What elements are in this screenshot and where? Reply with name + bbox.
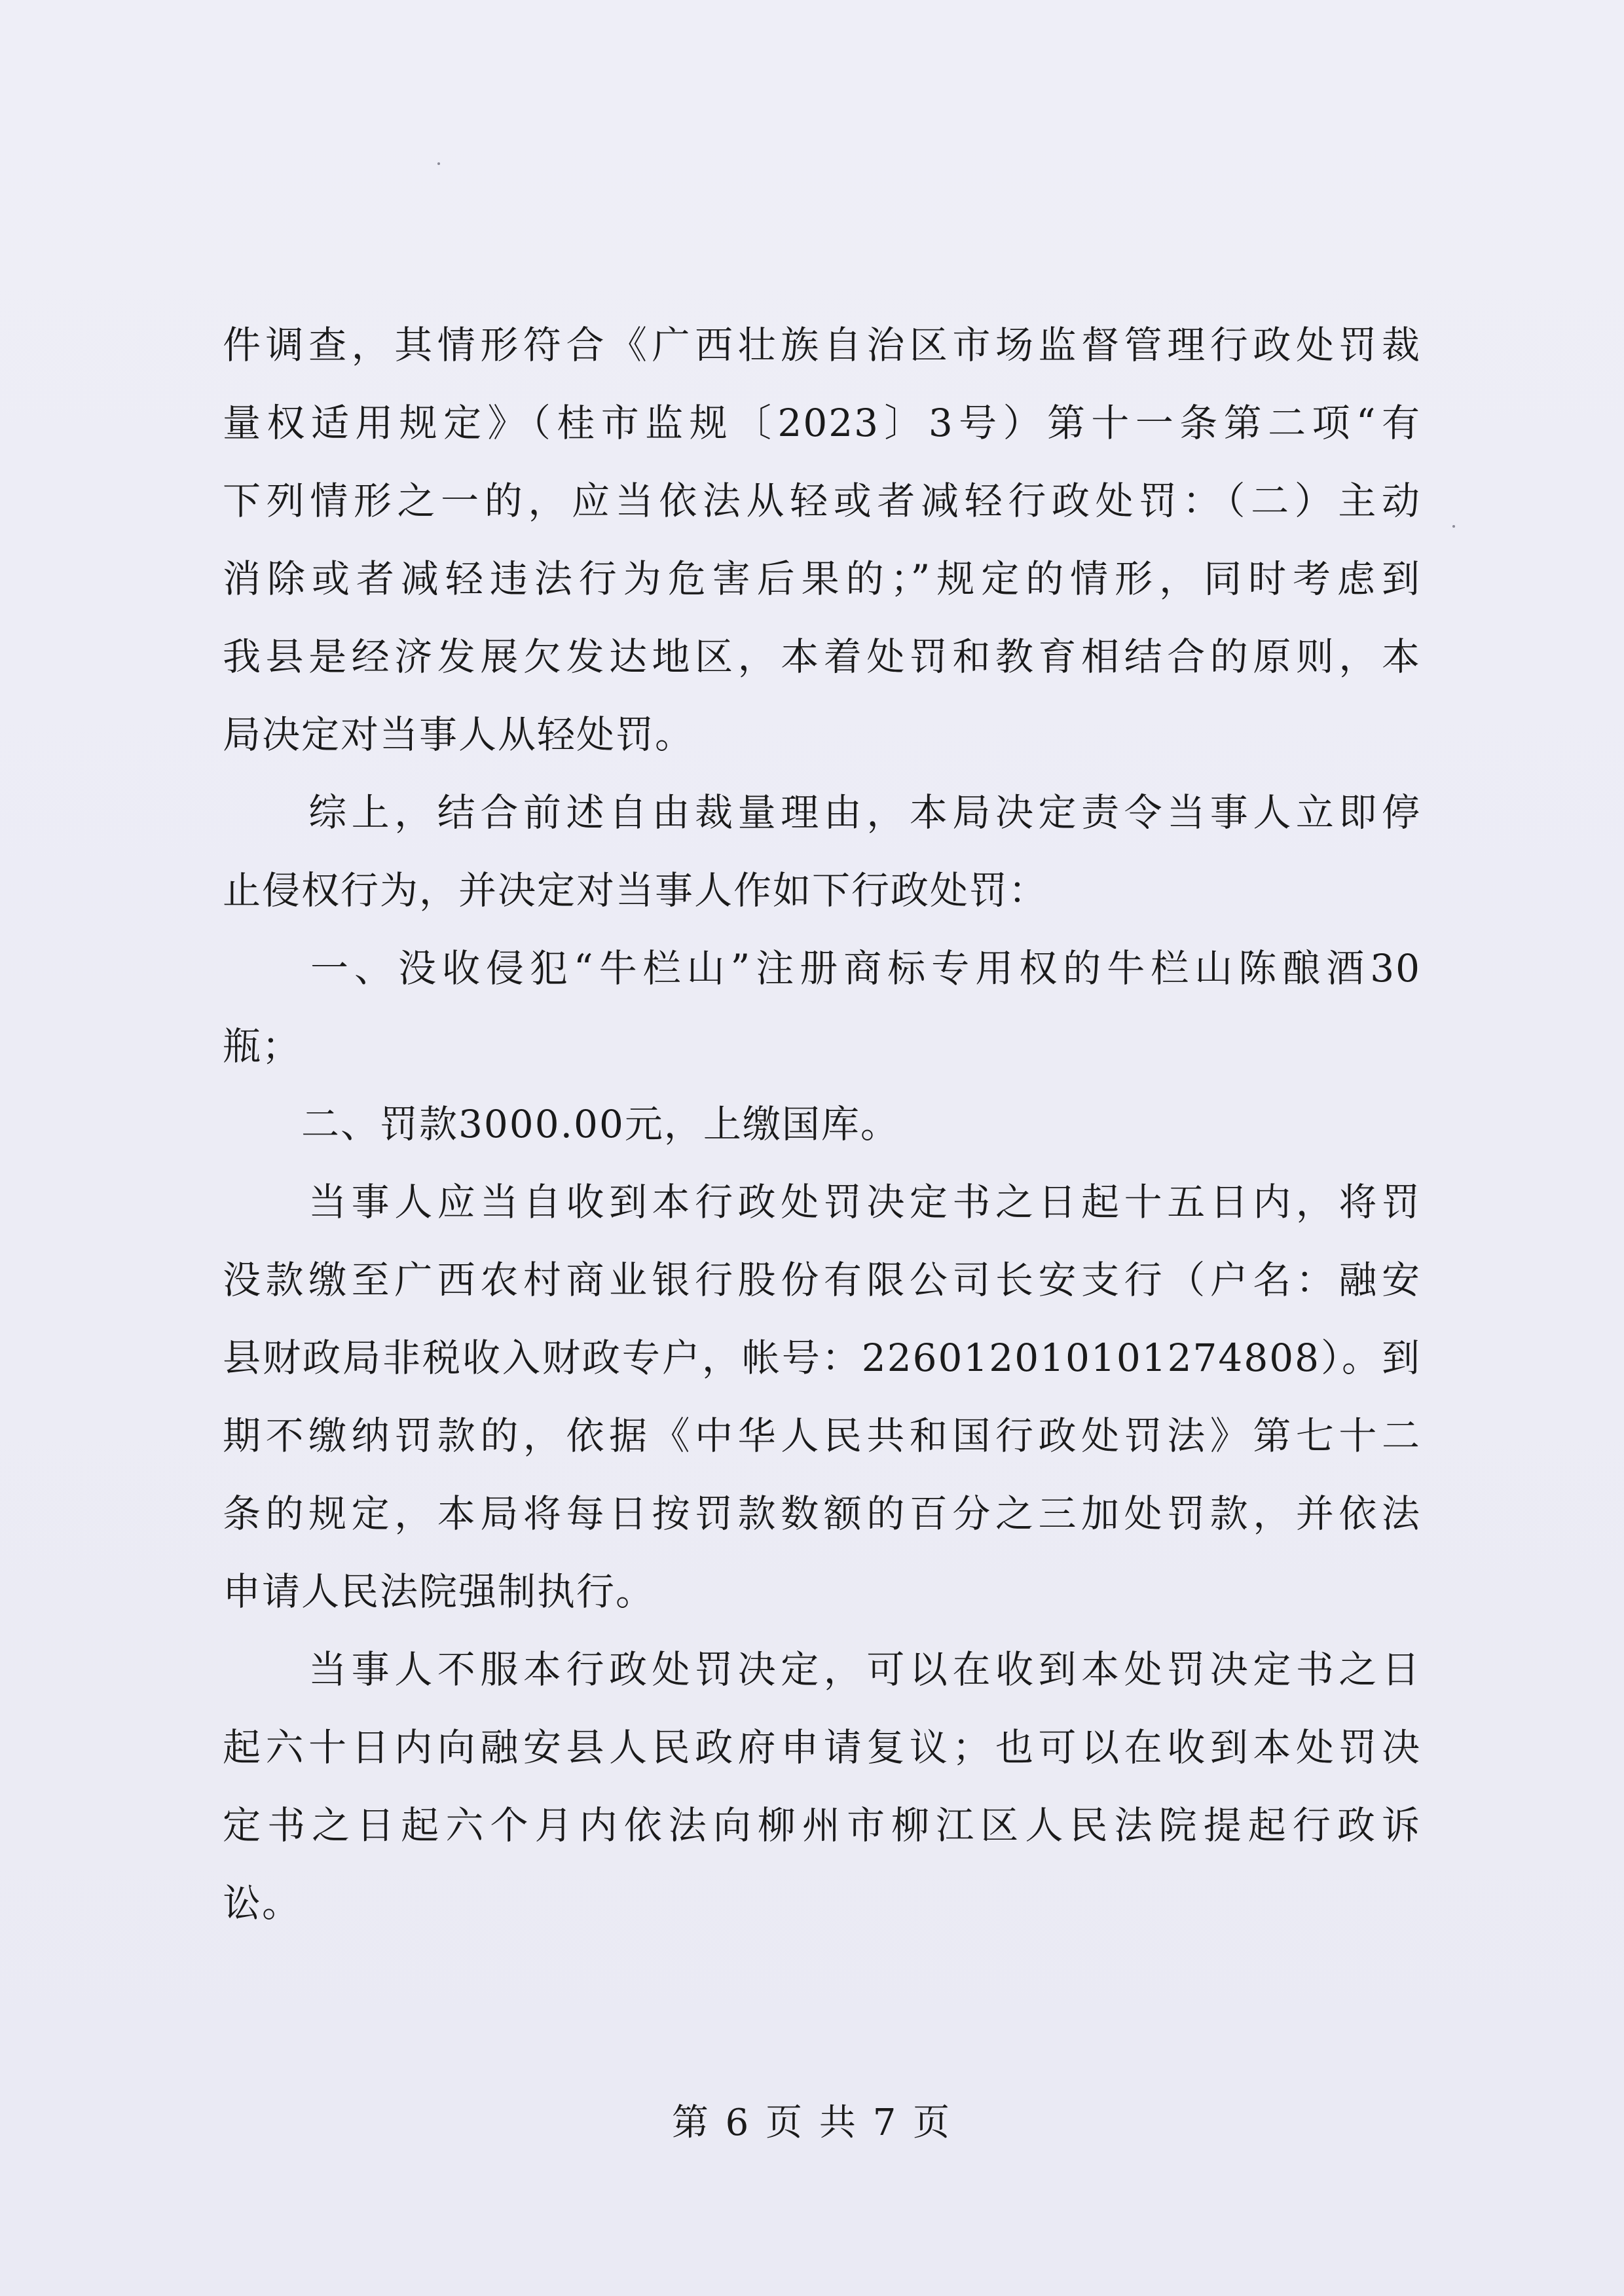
text-line: 我县是经济发展欠发达地区，本着处罚和教育相结合的原则，本 xyxy=(223,634,1421,679)
text-line: 申请人民法院强制执行。 xyxy=(223,1569,655,1614)
text-line: 起六十日内向融安县人民政府申请复议；也可以在收到本处罚决 xyxy=(223,1725,1421,1770)
text-line: 局决定对当事人从轻处罚。 xyxy=(223,712,695,757)
text-line: 期不缴纳罚款的，依据《中华人民共和国行政处罚法》第七十二 xyxy=(223,1413,1421,1458)
text-line: 止侵权行为，并决定对当事人作如下行政处罚： xyxy=(223,868,1048,913)
text-line: 瓶； xyxy=(223,1024,302,1068)
text-line: 定书之日起六个月内依法向柳州市柳江区人民法院提起行政诉 xyxy=(223,1803,1421,1848)
scan-speck xyxy=(437,162,440,165)
text-line: 消除或者减轻违法行为危害后果的；”规定的情形，同时考虑到 xyxy=(223,556,1421,601)
text-line: 当事人不服本行政处罚决定，可以在收到本处罚决定书之日 xyxy=(223,1647,1421,1692)
text-line: 没款缴至广西农村商业银行股份有限公司长安支行（户名：融安 xyxy=(223,1258,1421,1302)
document-body xyxy=(223,306,1421,1942)
text-line: 讼。 xyxy=(223,1881,302,1925)
text-line: 条的规定，本局将每日按罚款数额的百分之三加处罚款，并依法 xyxy=(223,1491,1421,1536)
text-line: 二、罚款3000.00元，上缴国库。 xyxy=(223,1102,900,1146)
page-number-footer: 第 6 页 共 7 页 xyxy=(671,2102,953,2144)
text-line: 综上，结合前述自由裁量理由，本局决定责令当事人立即停 xyxy=(223,790,1421,835)
text-line: 当事人应当自收到本行政处罚决定书之日起十五日内，将罚 xyxy=(223,1180,1421,1224)
text-line: 下列情形之一的，应当依法从轻或者减轻行政处罚：（二）主动 xyxy=(223,479,1421,523)
text-line: 件调查，其情形符合《广西壮族自治区市场监督管理行政处罚裁 xyxy=(223,323,1421,367)
text-line: 县财政局非税收入财政专户，帐号：226012010101274808）。到 xyxy=(223,1336,1421,1380)
text-line: 量权适用规定》（桂市监规〔2023〕3号）第十一条第二项“有 xyxy=(223,401,1421,445)
text-line: 一、没收侵犯“牛栏山”注册商标专用权的牛栏山陈酿酒30 xyxy=(223,946,1421,991)
scan-speck xyxy=(1452,525,1455,528)
